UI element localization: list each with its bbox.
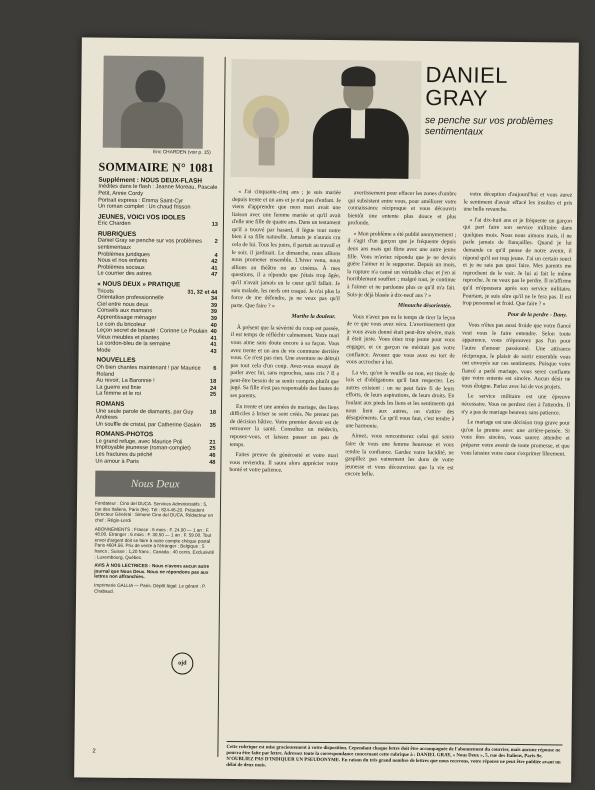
sidebar: [92, 56, 219, 757]
article-paragraph: Le service militaire est une épreuve nécessaire. Vous ne perdrez rien à l'attendre. Il n'y a pas de mariage heureux sans patience.: [461, 393, 571, 417]
magazine-page: [74, 37, 579, 782]
summary-label: Mode: [96, 347, 111, 354]
article-paragraph: avertissement pour effacer les zones d'ombre qui subsistent entre vous, pour améliorer votre connaissance réciproque et vous découvrir bientôt une entente plus douce et plus profonde.: [347, 190, 457, 227]
article-paragraph: votre déception d'aujourd'hui et vous aurez le sentiment d'avoir effacé les insultes et pris une belle revanche.: [463, 191, 573, 214]
summary-line: [97, 271, 217, 279]
summary-label: Au revoir, La Baronnie !: [96, 377, 155, 385]
summary-page: 42: [211, 258, 218, 266]
summary-page: 2: [214, 239, 218, 246]
summary-line: [97, 341, 217, 349]
author-name-line2: GRAY: [425, 85, 489, 111]
summary-page: 21: [209, 439, 216, 446]
summary-label: Les fractures du péché: [95, 451, 153, 459]
magazine-logo: Nous Deux: [95, 471, 215, 498]
summary-label: Ciel entre nous deux: [97, 301, 149, 308]
summary-page: 39: [210, 302, 218, 309]
letter-signature: Marthe la douleur.: [291, 313, 336, 321]
summary-page: 6: [213, 365, 217, 372]
photo-head-shape: [135, 70, 165, 104]
section-title: RUBRIQUES: [97, 230, 137, 238]
summary-label: Une seule parole de diamants, par Guy Andrews: [95, 408, 194, 421]
summary-line: [96, 408, 216, 422]
article-paragraph: Faites preuve de générosité et votre mari vous reviendra. Il saura alors apprécier votre bonté et votre patience.: [229, 452, 339, 474]
article-paragraph: Le mariage est une décision trop grave pour qu'on la prenne avec une arrière-pensée. Si vous êtes sincère, vous saurez attendre et préparer votre avenir de toute promesse, et que vous laissiez votre cœur s'exprimer librement.: [460, 419, 570, 458]
summary-page: 40: [210, 322, 217, 329]
column-title: [425, 63, 566, 139]
page-number: 2: [92, 748, 96, 755]
column-footer-notice: Cette rubrique est mise gracieusement à votre disposition. Cependant chaque lettre doit être accompagnée de l'abonnement du courrier, mais aucune réponse ne pourra être faite par lettre. Adressez toute la correspondance concernant cette rubrique à : DANIEL GRAY, « Nous Deux », 5, rue des Italiens, Paris-9e. N'OUBLIEZ PAS D'INDIQUER UN PSEUDONYME. En raison du très grand nombre de lettres que nous recevons, votre réponse ne peut être publiée avant un délai de deux mois.: [226, 741, 562, 773]
summary-label: Eric Charden: [97, 220, 131, 228]
summary-line: [98, 221, 218, 229]
summary-label: Un amour à Paris: [95, 458, 140, 465]
summary-label: Le coin du bricoleur: [96, 321, 146, 328]
article-paragraph: « J'ai cinquante-cinq ans ; je suis mariée depuis trente et un ans et je n'ai pas d'enfant. Je viens d'apprendre que mon mari avait une liaison avec une femme mariée et qu'il avait d'elle une fille de quatre ans. Dans un testament qu'il a trouvé par hasard, il lègue tout notre bien à sa fille naturelle. Jamais je n'aurais cru cela de lui. Tous les jours, il partait au travail et le soir, il jardinait. Le dimanche, nous allions nous promener ensemble. L'hiver venu, nous allions au théâtre ou au cinéma. À mes questions, il a répondu que j'étais trop âgée, qu'il n'avait jamais eu le cœur qu'il fallait. Je suis malade, les nerfs ont craqué. Je n'ai plus la force de me défendre, je ne veux pas qu'il parte. Que faire ? »: [231, 189, 341, 310]
article-paragraph: La vie, qu'on le veuille ou non, est tissée de lois et d'obligations qu'il faut respecter. Les autres existent : on ne peut faire fi de leurs efforts, de leurs aspirations, de leurs droits. En foulant aux pieds les liens et les sentiments qui nous lient aux autres, on s'attire des désagréments. Ce qu'il vous faut, c'est tendre à une harmonie.: [345, 369, 455, 430]
summary-line: [95, 458, 215, 466]
woman-figure: [239, 95, 296, 166]
article-paragraph: Vous n'avez pas eu le temps de tirer la leçon de ce que vous avez vécu. L'avertissement que je vous avais donné était peut-être sévère, mais il était juste. Vous étiez trop jeune pour vous engager, et ce garçon ne méritait pas votre confiance. Avouez que vous avez eu tort de vous accrocher à lui.: [346, 313, 456, 366]
summary-page: 39: [210, 309, 218, 316]
section-title: Supplément : NOUS DEUX-FLASH: [98, 176, 203, 185]
column-subtitle: se penche sur vos problèmes sentimentaux: [424, 115, 554, 139]
summary-page: 18: [209, 409, 217, 416]
summary-label: Vieux meubles et plantes: [96, 334, 160, 341]
article-paragraph: En trente et une années de mariage, des liens difficiles à briser se sont créés. Ne prenez pas de décision hâtive. Votre premier devoir est de retrouver la santé. Consultez un médecin, reposez-vous, et laissez passer un peu de temps.: [229, 403, 339, 448]
summary-label: Problèmes sociaux: [97, 264, 145, 271]
summary-label: Portrait express : Emma Saint-Cyr: [98, 197, 184, 205]
text-column-2: [342, 190, 457, 759]
summary-label: Un roman complet : Un chaud frisson: [98, 203, 191, 211]
summary-line: [98, 204, 218, 212]
article-body: [226, 189, 572, 761]
section-title: « NOUS DEUX » PRATIQUE: [97, 280, 181, 289]
printer-info: Imprimerie GALLIA — Paris. Dépôt légal. Le gérant : P. Chabaud.: [94, 582, 206, 594]
summary-page: 39: [210, 315, 217, 322]
summary-line: [96, 421, 216, 429]
summary-label: Conseils aux mamans: [96, 307, 153, 315]
summary-label: Inédites dans le flash : Jeanne Moreau, Pascale Petit, Annie Cordy: [98, 183, 218, 198]
summary-page: 25: [209, 392, 217, 399]
letter-signature: Pour de la perdre - Dany.: [507, 311, 568, 319]
section-title: NOUVELLES: [96, 357, 136, 365]
letter-signature: Minouche désorientée.: [398, 302, 452, 310]
subscription-info: ABONNEMENTS : France : 6 mois : F. 24.00 — 1 an : F. 48.00. Etranger : 6 mois : F. 30.50 — 1 an : F. 59.00. Tout envoi d'argent doit se faire à notre compte chèque postal Paris 4604.56. Prix de vente à l'étranger : Belgique : 5 francs ; Suisse : 1,20 franc ; Canada : 40 cents. Exclusivité : Luxembourg, Québec.: [94, 526, 215, 560]
reader-notice: AVIS À NOS LECTRICES : Nous n'avons aucun autre journal que Nous Deux. Nous ne répondons pas aux lettres non affranchies.: [94, 562, 210, 580]
section-title: JEUNES, VOICI VOS IDOLES: [97, 213, 186, 222]
summary-label: Problèmes juridiques: [97, 251, 150, 258]
ojd-badge: ojd: [171, 652, 193, 674]
woman-neck-shape: [259, 137, 275, 165]
summary-page: 13: [211, 222, 218, 229]
summary-label: Le courrier des astres: [97, 270, 152, 278]
summary-label: La cordon-bleu de la semaine: [96, 340, 171, 348]
summary-label: Un souffle de cristal, par Catherine Gaskin: [95, 421, 201, 429]
man-figure: [306, 66, 411, 179]
section-title: ROMANS: [96, 400, 125, 408]
summary-page: 34: [210, 295, 218, 302]
summary-line: [98, 238, 218, 252]
man-hair-shape: [341, 66, 375, 86]
summary-label: Apprentissage ménager: [96, 314, 157, 322]
summary-page: 4: [214, 252, 218, 259]
summary-line: [98, 184, 218, 198]
couple-photo: [230, 59, 421, 179]
man-shirt-shape: [351, 108, 365, 138]
summary-page: 41: [211, 265, 218, 272]
photo-caption: Eric CHARDEN (voir p. 15): [153, 150, 211, 156]
article-paragraph: Aimez, vous rencontrerez celui qui saura faire de vous une femme heureuse et vous rendre la confiance. Gardez votre lucidité, ne gaspillez pas vainement les dons de votre jeunesse et vous découvrirez que la vie est encore belle.: [344, 433, 455, 478]
sommaire-title: SOMMAIRE N° 1081: [98, 159, 214, 175]
summary-page: 48: [209, 459, 216, 466]
summary-label: Leçon secret de beauté : Corinne Le Poulain: [96, 327, 208, 335]
article-paragraph: « J'ai dix-huit ans et je fréquente un garçon qui part faire son service militaire dans quelques mois. Nous nous aimons mais, il ne parle jamais de fiançailles. Quand je lui demande ce qu'il pense de notre avenir, il répond qu'il est trop jeune. J'ai un certain souci et je ne sais pas quoi faire. Mes parents me reprochent de le voir. Je lui ai fait le même reproche. Je ne veux pas le perdre. Il m'affirme qu'il m'épousera après son service militaire. Pourtant, je suis sûre qu'il ne le fera pas. Il est trop personnel et froid. Que faire ? »: [462, 217, 573, 308]
singer-photo: [103, 56, 204, 149]
summary-page: 46: [209, 452, 216, 459]
summary-page: 41: [210, 335, 217, 342]
publisher-info: Fondateur : Cino del DUCA. Services Administratifs : 5, rue des Italiens, Paris (9e). Tél : 824-46-20. Président Directeur Général : Simone Cino del DUCA. Rédacteur en chef : Régis-Lerdi: [94, 500, 214, 523]
summary-page: 35: [209, 422, 216, 429]
article-paragraph: « Mon problème a été publié anonymement ; il s'agit d'un garçon que je fréquente depuis deux ans mais qui flirte avec une autre jeune fille. Vous m'aviez répondu que je ne devais guère l'aimer ni le supporter. Depuis un mois, la rupture n'a causé un véritable choc et j'en ai horriblement souffert ; malgré tout, je continue à l'aimer et ne pardonne plus ce qu'il m'a fait. Suis-je déjà blasée à dix-neuf ans ? »: [346, 231, 457, 299]
summary-label: La femme et le roi: [96, 390, 141, 398]
summary-label: Daniel Gray se penche sur vos problèmes sentimentaux: [97, 238, 202, 251]
summary-label: Orientation professionnelle: [97, 294, 164, 302]
summary-page: 43: [210, 348, 217, 355]
summary-page: 25: [209, 446, 216, 453]
summary-label: Tricots: [97, 288, 114, 295]
text-column-3: [458, 191, 573, 760]
author-name-line1: DANIEL: [425, 62, 509, 88]
summary-page: 47: [211, 272, 218, 279]
summary-label: La guerre est finie: [96, 384, 142, 391]
photo-body-shape: [121, 102, 183, 149]
summary-page: 40: [210, 328, 217, 335]
summary-line: [96, 365, 216, 379]
text-column-1: [226, 189, 341, 758]
summary-page: 18: [210, 378, 217, 386]
section-title: ROMANS-PHOTOS: [95, 430, 154, 439]
summary-line: [97, 347, 217, 355]
summary-line: [96, 391, 216, 399]
summary-label: Oh bien chantes maintenant ! par Maurice Roland: [96, 364, 201, 378]
article-paragraph: À présent que la sévérité du coup est passée, il est temps de réfléchir calmement. Votre mari vous aime sans doute encore à sa façon. Vous avez trente et un ans de vie commune derrière vous. Ce n'est pas rien. Une aventure ne détruit pas tout cela d'un coup. Avez-vous essayé de parler avec lui, sans reproches, sans cris ? Il a peut-être besoin de se sentir compris plutôt que jugé. Sa fille n'est pas responsable des fautes de ses parents.: [230, 324, 340, 400]
summary-label: Nous et nos enfants: [97, 257, 148, 265]
summary-label: Le grand refuge, avec Maurice Poli: [95, 438, 183, 446]
summary-page: 24: [209, 385, 217, 392]
summary-label: Impitoyable jeunesse (roman-complet): [95, 445, 191, 453]
summary-page: 41: [210, 342, 217, 349]
article-paragraph: Vous n'êtes pas aussi froide que votre fiancé veut vous le faire entendre. Selon toute apparence, vous n'éprouvez pas l'un pour l'autre d'amour passionné. Une attirance réciproque, le plaisir de sortir ensemble vous ont envoyés sur ces sentiments. Puisque votre fiancé a parlé mariage, vous serez confiante que votre entente est sincère. Aucun désir ne vous éloigne. Parlez avec lui de vos projets.: [461, 322, 571, 391]
summary-page: 31, 32 et 44: [187, 289, 218, 296]
